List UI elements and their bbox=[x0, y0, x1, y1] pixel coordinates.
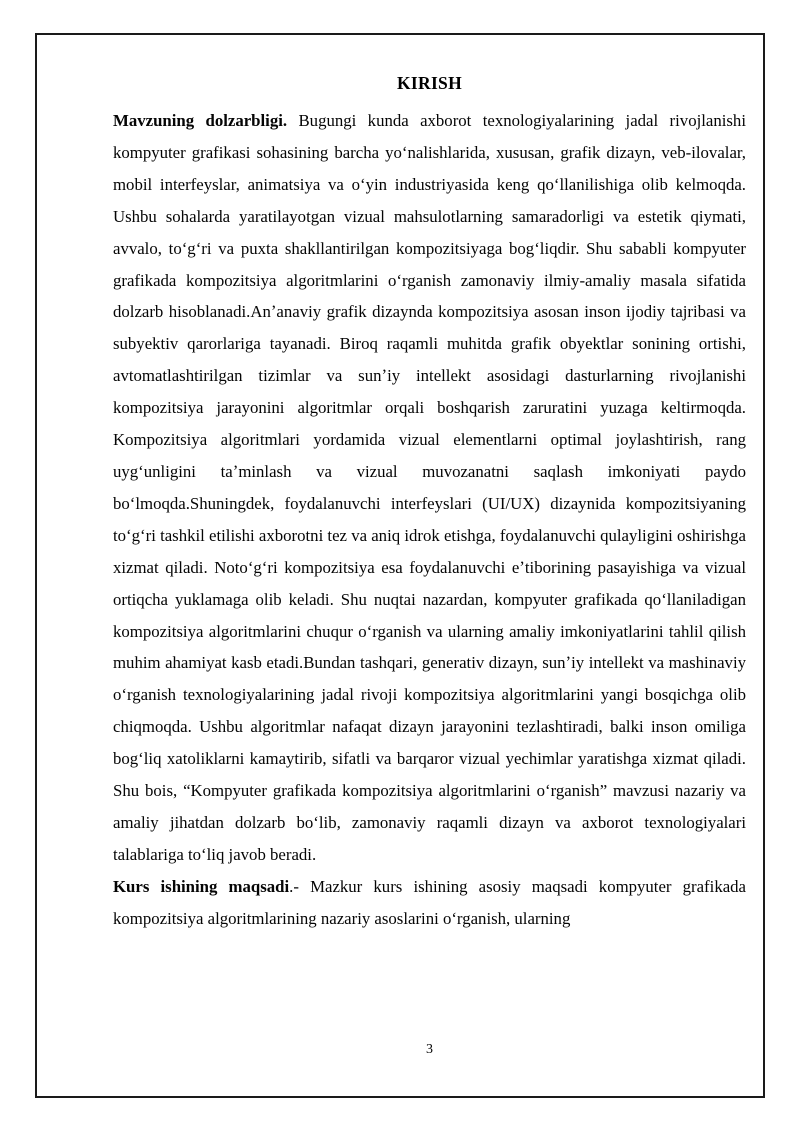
paragraph-maqsadi bbox=[113, 871, 746, 935]
paragraph-body: .- Mazkur kurs ishining asosiy maqsadi kompyuter grafikada kompozitsiya algoritmlarining nazariy asoslarini oʻrganish, ularning bbox=[113, 876, 746, 928]
page-number: 3 bbox=[426, 1042, 433, 1057]
paragraph-lead: Mavzuning dolzarbligi. bbox=[113, 111, 288, 130]
paragraph-lead: Kurs ishining maqsadi bbox=[113, 876, 290, 896]
paragraph-body: Bugungi kunda axborot texnologiyalarining jadal rivojlanishi kompyuter grafikasi sohasining barcha yoʻnalishlarida, xususan, grafik dizayn, veb-ilovalar, mobil interfeyslar, animatsiya va oʻyin industriyasida keng qoʻllanilishiga olib kelmoqda. Ushbu sohalarda yaratilayotgan vizual mahsulotlarning samaradorligi va estetik qiymati, avvalo, toʻgʻri va puxta shakllantirilgan kompozitsiyaga bogʻliqdir. Shu sababli kompyuter grafikada kompozitsiya algoritmlarini oʻrganish zamonaviy ilmiy-amaliy masala sifatida dolzarb hisoblanadi.Anʼanaviy grafik dizaynda kompozitsiya asosan inson ijodiy tajribasi va subyektiv qarorlariga tayanadi. Biroq raqamli muhitda grafik obyektlar sonining ortishi, avtomatlashtirilgan tizimlar va sunʼiy intellekt asosidagi dasturlarning rivojlanishi kompozitsiya jarayonini algoritmlar orqali boshqarish zaruratini yuzaga keltirmoqda. Kompozitsiya algoritmlari yordamida vizual elementlarni optimal joylashtirish, rang uygʻunligini taʼminlash va vizual muvozanatni saqlash imkoniyati paydo boʻlmoqda.Shuningdek, foydalanuvchi interfeyslari (UI/UX) dizaynida kompozitsiyaning toʻgʻri tashkil etilishi axborotni tez va aniq idrok etishga, foydalanuvchi qulayligini oshirishga xizmat qiladi. Notoʻgʻri kompozitsiya esa foydalanuvchi eʼtiborining pasayishiga va vizual ortiqcha yuklamaga olib keladi. Shu nuqtai nazardan, kompyuter grafikada qoʻllaniladigan kompozitsiya algoritmlarini chuqur oʻrganish va ularning amaliy imkoniyatlarini tahlil qilish muhim ahamiyat kasb etadi.Bundan tashqari, generativ dizayn, sunʼiy intellekt va mashinaviy oʻrganish texnologiyalarining jadal rivoji kompozitsiya algoritmlarini yangi bosqichga olib chiqmoqda. Ushbu algoritmlar nafaqat dizayn jarayonini tezlashtiradi, balki inson omiliga bogʻliq xatoliklarni kamaytirib, sifatli va barqaror vizual yechimlar yaratishga xizmat qiladi. Shu bois, “Kompyuter grafikada kompozitsiya algoritmlarini oʻrganish” mavzusi nazariy va amaliy jihatdan dolzarb boʻlib, zamonaviy raqamli dizayn va axborot texnologiyalari talablariga toʻliq javob beradi. bbox=[113, 111, 746, 864]
page-title: KIRISH bbox=[396, 73, 462, 93]
page-content bbox=[113, 71, 746, 935]
paragraph-dolzarbligi bbox=[113, 105, 746, 871]
